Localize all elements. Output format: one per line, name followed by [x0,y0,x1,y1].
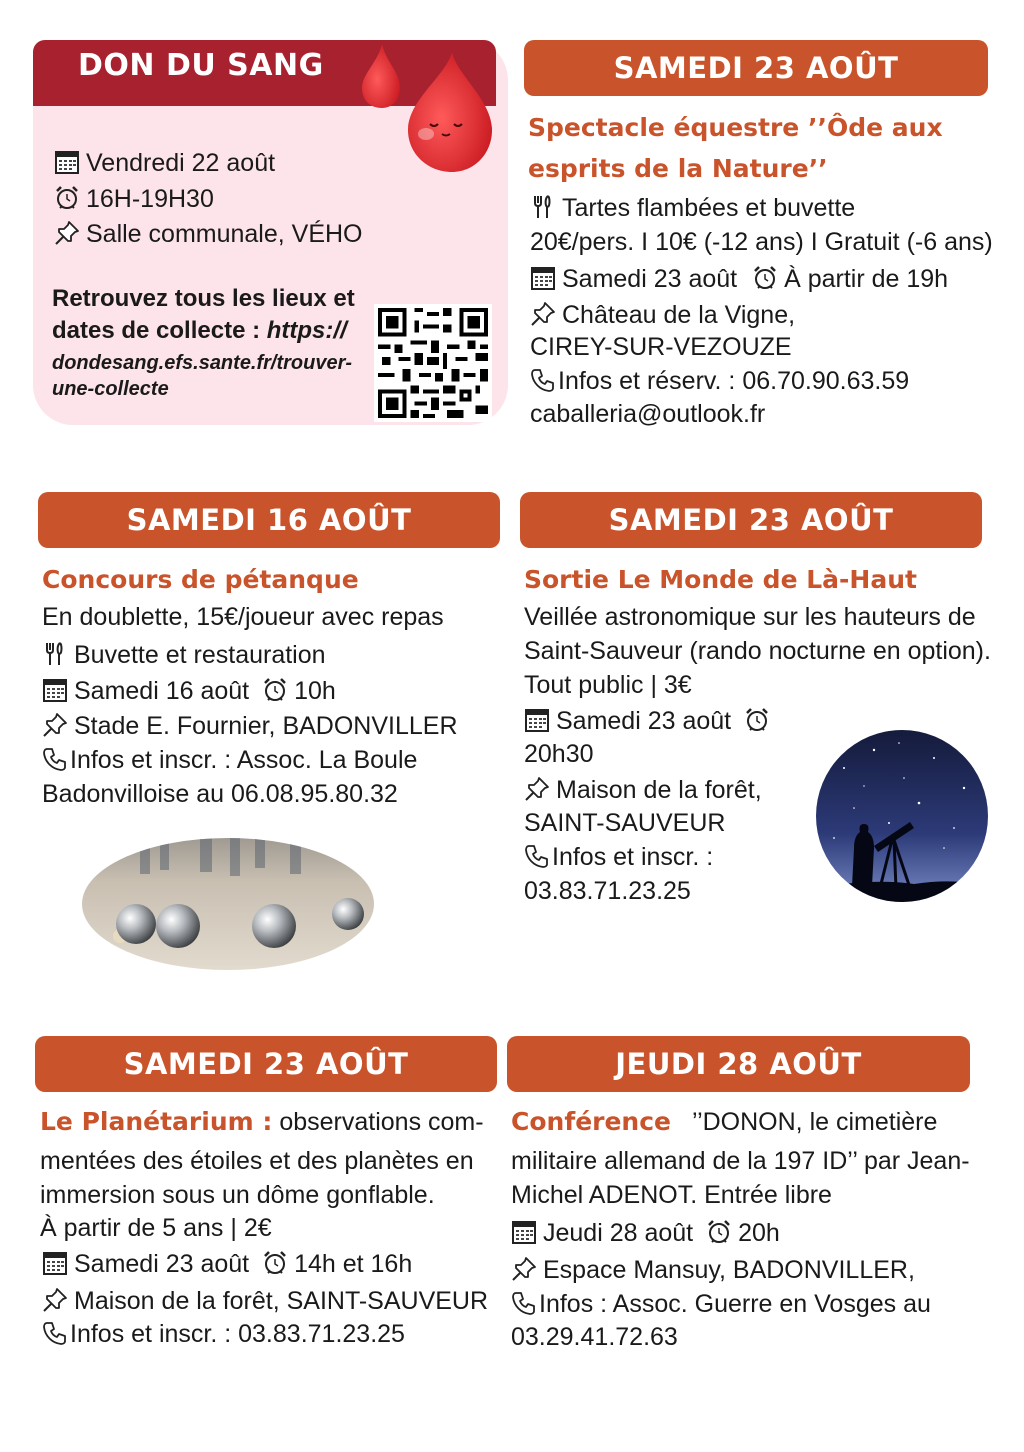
collecte-link-cont[interactable]: dondesang.efs.sante.fr/trouver- [52,352,353,374]
collecte-link[interactable]: https:// [266,317,347,344]
petanque-place-line: Stade E. Fournier, BADONVILLER [42,709,458,743]
planetarium-date-banner: SAMEDI 23 AOÛT [35,1036,497,1092]
sortie-desc2: Saint-Sauveur (rando nocturne en option). [524,637,991,665]
conference-phone-line: Infos : Assoc. Guerre en Vosges au [511,1287,931,1321]
qr-code[interactable] [374,304,492,422]
alarm-clock-icon [262,677,288,703]
sortie-desc3: Tout public | 3€ [524,671,692,699]
fork-knife-icon [530,194,556,220]
phone-icon [530,367,556,393]
alarm-clock-icon [262,1250,288,1276]
sortie-title: Sortie Le Monde de Là-Haut [524,565,917,594]
alarm-clock-icon [752,265,778,291]
sortie-phone-line: Infos et inscr. : [524,840,713,874]
conference-title: Conférence [511,1107,672,1136]
conference-date-banner: JEUDI 28 AOÛT [507,1036,970,1092]
sortie-phone-line2: 03.83.71.23.25 [524,877,691,905]
planetarium-phone-line: Infos et inscr. : 03.83.71.23.25 [42,1317,405,1351]
alarm-clock-icon [706,1219,732,1245]
sortie-time: 20h30 [524,740,594,768]
sortie-date-line: Samedi 23 août [524,704,776,738]
conference-date-line: Jeudi 28 août 20h [511,1216,780,1250]
pushpin-icon [511,1256,537,1282]
equestre-date-banner: SAMEDI 23 AOÛT [524,40,988,96]
phone-icon [42,1320,68,1346]
equestre-date-line: Samedi 23 août À partir de 19h [530,262,948,296]
calendar-icon [54,149,80,175]
phone-icon [42,746,68,772]
fork-knife-icon [42,641,68,667]
equestre-email[interactable]: caballeria@outlook.fr [530,400,766,428]
conference-desc3: Michel ADENOT. Entrée libre [511,1181,832,1209]
petanque-date-line: Samedi 16 août 10h [42,674,336,708]
planetarium-place-line: Maison de la forêt, SAINT-SAUVEUR [42,1284,488,1318]
equestre-title-line2: esprits de la Nature’’ [528,154,828,183]
calendar-icon [511,1219,537,1245]
petanque-desc: En doublette, 15€/joueur avec repas [42,603,444,631]
conference-place-line: Espace Mansuy, BADONVILLER, [511,1253,915,1287]
don-du-sang-header: DON DU SANG [78,48,324,83]
equestre-phone-line: Infos et réserv. : 06.70.90.63.59 [530,364,909,398]
planetarium-title-line: Le Planétarium : observations com- [40,1107,484,1136]
planetarium-title: Le Planétarium : [40,1107,273,1136]
alarm-clock-icon [744,707,770,733]
telescope-night-sky-photo [814,728,990,904]
sortie-place-line2: SAINT-SAUVEUR [524,809,726,837]
pushpin-icon [42,1287,68,1313]
phone-icon [524,843,550,869]
don-info-line1: Retrouvez tous les lieux et [52,285,355,312]
conference-phone-line2: 03.29.41.72.63 [511,1323,678,1351]
don-date-line: Vendredi 22 août [54,146,275,180]
petanque-boules-photo [80,832,376,972]
petanque-phone-line2: Badonvilloise au 06.08.95.80.32 [42,780,398,808]
equestre-place-line2: CIREY-SUR-VEZOUZE [530,333,792,361]
pushpin-icon [42,712,68,738]
petanque-title: Concours de pétanque [42,565,359,594]
petanque-phone-line: Infos et inscr. : Assoc. La Boule [42,743,417,777]
blood-drop-icon [356,44,506,194]
equestre-place-line: Château de la Vigne, [530,298,795,332]
alarm-clock-icon [54,185,80,211]
conference-title-line: Conférence ’’DONON, le cimetière [511,1107,938,1136]
conference-desc2: militaire allemand de la 197 ID’’ par Jean- [511,1147,970,1175]
planetarium-desc2: mentées des étoiles et des planètes en [40,1147,474,1175]
sortie-date-banner: SAMEDI 23 AOÛT [520,492,982,548]
petanque-date-banner: SAMEDI 16 AOÛT [38,492,500,548]
calendar-icon [530,265,556,291]
equestre-title-line1: Spectacle équestre ’’Ôde aux [528,113,943,142]
equestre-food-line: Tartes flambées et buvette [530,191,855,225]
pushpin-icon [524,776,550,802]
planetarium-desc4: À partir de 5 ans | 2€ [40,1214,272,1242]
pushpin-icon [54,220,80,246]
planetarium-date-line: Samedi 23 août 14h et 16h [42,1247,412,1281]
calendar-icon [524,707,550,733]
don-place-line: Salle communale, VÉHO [54,217,363,251]
don-info-line2: dates de collecte : https:// [52,317,347,344]
planetarium-desc3: immersion sous un dôme gonflable. [40,1181,435,1209]
sortie-place-line: Maison de la forêt, [524,773,762,807]
calendar-icon [42,1250,68,1276]
collecte-link-end[interactable]: une-collecte [52,378,169,400]
equestre-price-line: 20€/pers. I 10€ (-12 ans) I Gratuit (-6 ans) [530,228,993,256]
calendar-icon [42,677,68,703]
sortie-desc1: Veillée astronomique sur les hauteurs de [524,603,976,631]
petanque-food-line: Buvette et restauration [42,638,326,672]
don-time-line: 16H-19H30 [54,182,214,216]
phone-icon [511,1290,537,1316]
pushpin-icon [530,301,556,327]
